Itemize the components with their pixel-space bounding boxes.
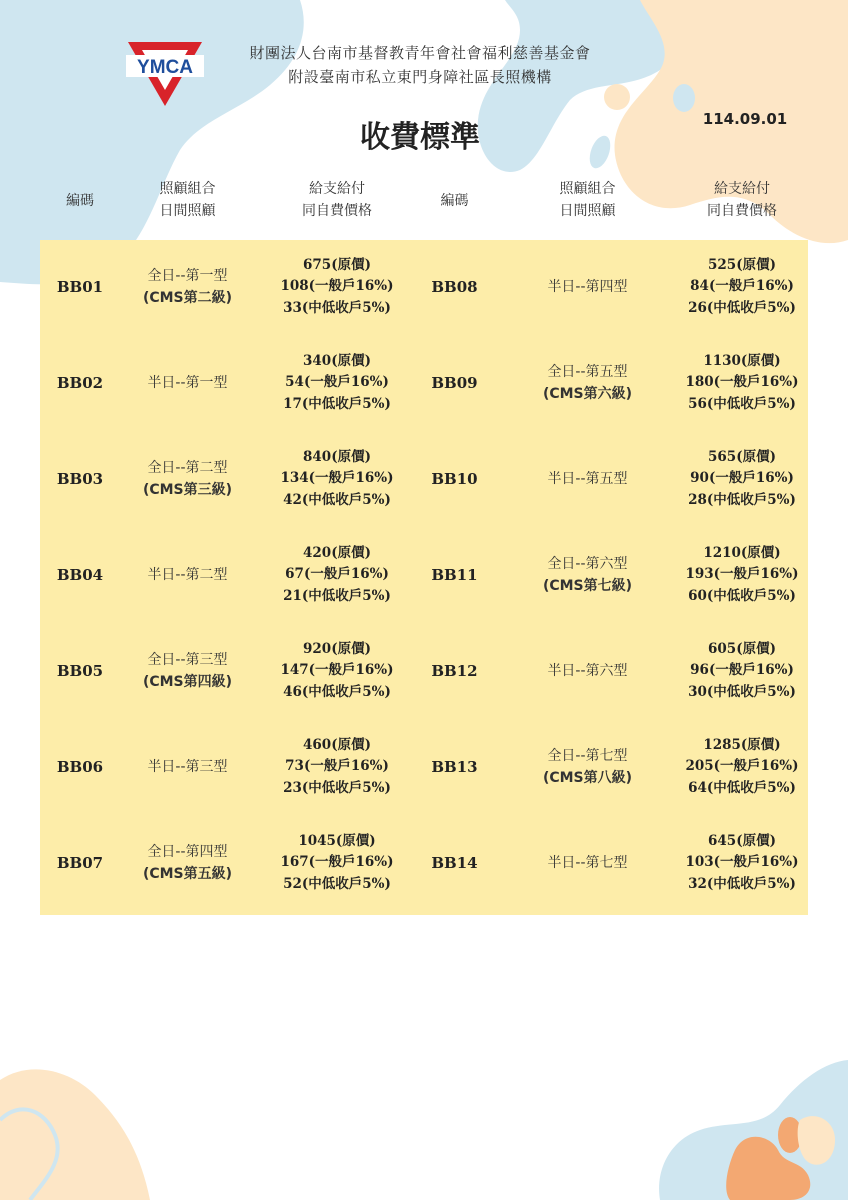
row-combo-left — [125, 335, 250, 431]
organization-name: 財團法人台南市基督教青年會社會福利慈善基金會 — [249, 44, 591, 62]
row-combo-left — [125, 623, 250, 719]
price-general: 67(一般戶16%) — [285, 566, 389, 583]
ymca-logo — [126, 40, 204, 108]
row-code-left: BB06 — [56, 758, 104, 776]
row-price-right — [662, 239, 822, 335]
price-low-income: 23(中低收戶5%) — [283, 779, 391, 796]
combo-line2: (CMS第四級) — [142, 674, 233, 690]
row-code-right: BB11 — [431, 566, 478, 584]
price-general: 193(一般戶16%) — [685, 566, 799, 583]
row-code-right: BB12 — [431, 662, 478, 680]
combo-line1: 全日--第六型 — [547, 556, 628, 572]
price-low-income: 33(中低收戶5%) — [283, 299, 391, 316]
combo-line1: 半日--第七型 — [547, 855, 628, 871]
header-price-right — [662, 178, 822, 222]
price-original: 645(原價) — [708, 832, 776, 849]
price-general: 54(一般戶16%) — [285, 374, 389, 391]
combo-line1: 半日--第六型 — [547, 663, 628, 679]
combo-line1: 半日--第五型 — [547, 471, 628, 487]
table-row — [40, 335, 808, 431]
price-low-income: 21(中低收戶5%) — [283, 587, 391, 604]
price-low-income: 28(中低收戶5%) — [688, 491, 796, 508]
header-price-line1: 給支給付 — [714, 181, 770, 197]
row-price-right — [662, 623, 822, 719]
table-row — [40, 431, 808, 527]
row-code-left: BB05 — [56, 662, 104, 680]
row-code-left: BB03 — [56, 470, 104, 488]
price-original: 1130(原價) — [703, 352, 781, 369]
price-low-income: 26(中低收戶5%) — [688, 299, 796, 316]
combo-line1: 全日--第三型 — [147, 652, 228, 668]
row-price-right — [662, 719, 822, 815]
row-code-right: BB14 — [431, 854, 478, 872]
header-price-line1: 給支給付 — [309, 181, 365, 197]
price-original: 920(原價) — [303, 640, 371, 657]
price-general: 167(一般戶16%) — [280, 854, 394, 871]
row-price-right — [662, 815, 822, 911]
combo-line2: (CMS第七級) — [542, 578, 633, 594]
price-general: 147(一般戶16%) — [280, 662, 394, 679]
row-price-right — [662, 431, 822, 527]
price-original: 340(原價) — [303, 352, 371, 369]
table-row — [40, 719, 808, 815]
price-low-income: 30(中低收戶5%) — [688, 683, 796, 700]
blob-bottom-left — [0, 1069, 150, 1200]
header-price-left — [252, 178, 422, 222]
price-original: 675(原價) — [303, 256, 371, 273]
price-general: 134(一般戶16%) — [280, 470, 394, 487]
header-code-right — [412, 190, 497, 212]
table-row — [40, 239, 808, 335]
header-combo-line1: 照顧組合 — [159, 181, 216, 197]
price-general: 103(一般戶16%) — [685, 854, 799, 871]
combo-line2: (CMS第二級) — [142, 290, 233, 306]
combo-line2: (CMS第五級) — [142, 866, 233, 882]
row-combo-right — [510, 431, 665, 527]
dot-peach-1 — [604, 84, 630, 110]
row-code-right: BB09 — [431, 374, 478, 392]
row-code-right: BB10 — [431, 470, 478, 488]
row-combo-left — [125, 815, 250, 911]
row-price-left — [252, 527, 422, 623]
row-combo-left — [125, 239, 250, 335]
row-code-right: BB13 — [431, 758, 478, 776]
row-price-right — [662, 335, 822, 431]
header-price-line2: 同自費價格 — [707, 203, 777, 219]
row-combo-right — [510, 335, 665, 431]
row-code-left: BB02 — [56, 374, 104, 392]
row-code-left: BB07 — [56, 854, 104, 872]
row-combo-right — [510, 719, 665, 815]
price-general: 73(一般戶16%) — [285, 758, 389, 775]
row-combo-left — [125, 719, 250, 815]
price-low-income: 17(中低收戶5%) — [283, 395, 391, 412]
organization-subname: 附設臺南市私立東門身障社區長照機構 — [288, 68, 552, 86]
table-row — [40, 527, 808, 623]
effective-date: 114.09.01 — [702, 110, 788, 128]
table-row — [40, 815, 808, 911]
row-price-left — [252, 239, 422, 335]
price-original: 840(原價) — [303, 448, 371, 465]
price-original: 1045(原價) — [298, 832, 376, 849]
price-low-income: 60(中低收戶5%) — [688, 587, 796, 604]
page-title: 收費標準 — [360, 120, 480, 155]
row-combo-right — [510, 623, 665, 719]
price-low-income: 46(中低收戶5%) — [283, 683, 391, 700]
price-original: 1210(原價) — [703, 544, 781, 561]
row-price-left — [252, 815, 422, 911]
combo-line2: (CMS第八級) — [542, 770, 633, 786]
combo-line1: 全日--第一型 — [147, 268, 228, 284]
row-combo-right — [510, 815, 665, 911]
combo-line1: 全日--第七型 — [547, 748, 628, 764]
row-price-right — [662, 527, 822, 623]
table-row — [40, 623, 808, 719]
row-combo-right — [510, 527, 665, 623]
row-combo-left — [125, 527, 250, 623]
row-combo-right — [510, 239, 665, 335]
row-code-left: BB04 — [56, 566, 104, 584]
header-combo-line1: 照顧組合 — [559, 181, 616, 197]
combo-line2: (CMS第三級) — [142, 482, 233, 498]
ymca-logo-text: YMCA — [137, 57, 193, 78]
price-original: 605(原價) — [708, 640, 776, 657]
price-general: 90(一般戶16%) — [690, 470, 794, 487]
combo-line1: 全日--第二型 — [147, 460, 228, 476]
row-price-left — [252, 431, 422, 527]
price-general: 96(一般戶16%) — [690, 662, 794, 679]
row-code-left: BB01 — [56, 278, 104, 296]
header-code-left — [40, 190, 120, 212]
combo-line1: 半日--第二型 — [147, 567, 228, 583]
price-general: 84(一般戶16%) — [690, 278, 794, 295]
header-combo-left — [125, 178, 250, 222]
dot-blue-1 — [673, 84, 695, 112]
header-combo-right — [510, 178, 665, 222]
price-low-income: 32(中低收戶5%) — [688, 875, 796, 892]
combo-line1: 全日--第五型 — [547, 364, 628, 380]
combo-line1: 半日--第三型 — [147, 759, 228, 775]
price-original: 1285(原價) — [703, 736, 781, 753]
price-original: 460(原價) — [303, 736, 371, 753]
dot-blue-2 — [586, 133, 615, 171]
combo-line1: 半日--第一型 — [147, 375, 228, 391]
row-price-left — [252, 623, 422, 719]
row-price-left — [252, 335, 422, 431]
header-code-label: 編碼 — [66, 193, 94, 209]
combo-line1: 全日--第四型 — [147, 844, 228, 860]
header-combo-line2: 日間照顧 — [159, 203, 216, 219]
price-low-income: 64(中低收戶5%) — [688, 779, 796, 796]
price-low-income: 42(中低收戶5%) — [283, 491, 391, 508]
header-price-line2: 同自費價格 — [302, 203, 372, 219]
header-combo-line2: 日間照顧 — [559, 203, 616, 219]
combo-line1: 半日--第四型 — [547, 279, 628, 295]
price-general: 205(一般戶16%) — [685, 758, 799, 775]
row-combo-left — [125, 431, 250, 527]
price-original: 420(原價) — [303, 544, 371, 561]
price-low-income: 52(中低收戶5%) — [283, 875, 391, 892]
price-original: 525(原價) — [708, 256, 776, 273]
row-code-right: BB08 — [431, 278, 478, 296]
price-general: 180(一般戶16%) — [685, 374, 799, 391]
price-original: 565(原價) — [708, 448, 776, 465]
combo-line2: (CMS第六級) — [542, 386, 633, 402]
price-general: 108(一般戶16%) — [280, 278, 394, 295]
row-price-left — [252, 719, 422, 815]
price-low-income: 56(中低收戶5%) — [688, 395, 796, 412]
header-code-label: 編碼 — [440, 193, 469, 209]
